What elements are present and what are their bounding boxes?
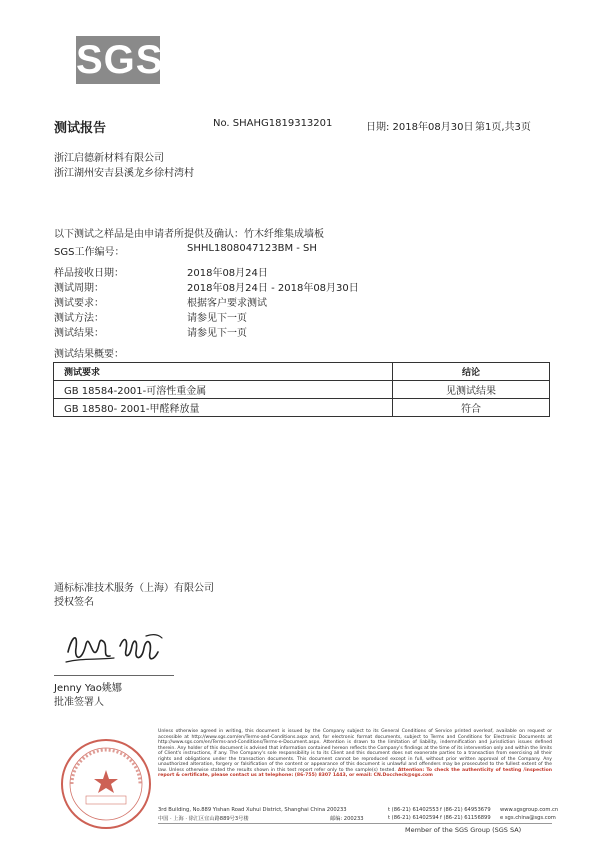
fax-en: f (86-21) 64953679: [440, 807, 491, 813]
disclaimer-text: [158, 729, 552, 779]
official-stamp: [58, 736, 154, 832]
tel-en: t (86-21) 61402553: [388, 807, 439, 813]
signature-line: [54, 675, 174, 676]
field-value: 请参见下一页: [187, 328, 247, 339]
page-indicator: 第1页,共3页: [475, 122, 531, 133]
tel-cn: t (86-21) 61402594: [388, 815, 439, 821]
report-number: No. SHAHG1819313201: [213, 118, 333, 129]
disclaimer-body: Unless otherwise agreed in writing, this document is issued by the Company subject to its General Conditions of Service printed overleaf, available on request or accessible at http://www.sgs.com/en/Terms-and-Conditions.aspx and, for electronic format documents, subject to Terms and Conditions for Electronic Documents at http://www.sgs.com/en/Terms-and-Conditions/Terms-e-Document.aspx. Attention is drawn to the limitation of liability, indemnification and jurisdiction issues defined therein. Any holder of this document is advised that information contained hereon reflects the Company's findings at the time of its intervention only and within the limits of Client's instructions, if any. The Company's sole responsibility is to its Client and this document does not exonerate parties to a transaction from exercising all their rights and obligations under the transaction documents. This document cannot be reproduced except in full, without prior written approval of the Company. Any unauthorized alteration, forgery or falsification of the content or appearance of this document is unlawful and offenders may be prosecuted to the fullest extent of the law. Unless otherwise stated the results shown in this test report refer only to the sample(s) tested.: [158, 729, 552, 773]
address-cn: 中国 · 上海 · 徐汇区宜山路889号3号楼: [158, 816, 249, 822]
company-name: 通标标准技术服务（上海）有限公司: [54, 583, 214, 594]
sample-intro: 以下测试之样品是由申请者所提供及确认：竹木纤维集成墙板: [54, 229, 324, 240]
field-value: 2018年08月24日: [187, 268, 268, 279]
field-value: 请参见下一页: [187, 313, 247, 324]
table-header-cell: 测试要求: [54, 363, 393, 381]
results-table: [53, 362, 550, 417]
handwritten-signature: [62, 622, 172, 672]
table-header-row: [54, 363, 550, 381]
report-date: 日期: 2018年08月30日: [366, 122, 474, 133]
client-name: 浙江启德新材料有限公司: [54, 153, 164, 164]
summary-title: 测试结果概要：: [54, 349, 124, 360]
table-row: [54, 381, 550, 399]
website-link[interactable]: www.sgsgroup.com.cn: [500, 807, 559, 813]
report-title: 测试报告: [54, 121, 107, 136]
table-cell: GB 18584-2001-可溶性重金属: [54, 381, 393, 399]
sgs-logo: SGS: [76, 38, 164, 82]
signatory-title: 批准签署人: [54, 697, 104, 708]
field-value: 根据客户要求测试: [187, 298, 267, 309]
field-value: SHHL1808047123BM - SH: [187, 243, 317, 254]
authorized-signature-label: 授权签名: [54, 597, 94, 608]
field-label: SGS工作编号：: [54, 247, 125, 258]
field-label: 测试方法：: [54, 313, 104, 324]
fax-cn: f (86-21) 61156899: [440, 815, 491, 821]
field-label: 样品接收日期：: [54, 268, 124, 279]
client-address: 浙江湖州安吉县溪龙乡徐村湾村: [54, 168, 194, 179]
address-en: 3rd Building, No.889 Yishan Road Xuhui District, Shanghai China 200233: [158, 807, 347, 813]
table-row: [54, 399, 550, 417]
table-cell: GB 18580- 2001-甲醛释放量: [54, 399, 393, 417]
authenticity-notice: Attention: To check the authenticity of testing /inspection report & certificate, please contact us at telephone: (86-755) 8307 1443, or email: CN.Doccheck@sgs.com: [158, 767, 552, 779]
table-cell: 见测试结果: [393, 381, 550, 399]
field-value: 2018年08月24日 - 2018年08月30日: [187, 283, 359, 294]
table-cell: 符合: [393, 399, 550, 417]
postcode-cn: 邮编: 200233: [330, 816, 364, 822]
email-link[interactable]: e sgs.china@sgs.com: [500, 815, 556, 821]
sgs-member-note: Member of the SGS Group (SGS SA): [405, 826, 522, 834]
signatory-name: Jenny Yao姚娜: [54, 683, 122, 694]
field-label: 测试周期：: [54, 283, 104, 294]
field-label: 测试要求：: [54, 298, 104, 309]
footer-divider: [158, 823, 552, 824]
field-label: 测试结果：: [54, 328, 104, 339]
table-header-cell: 结论: [393, 363, 550, 381]
